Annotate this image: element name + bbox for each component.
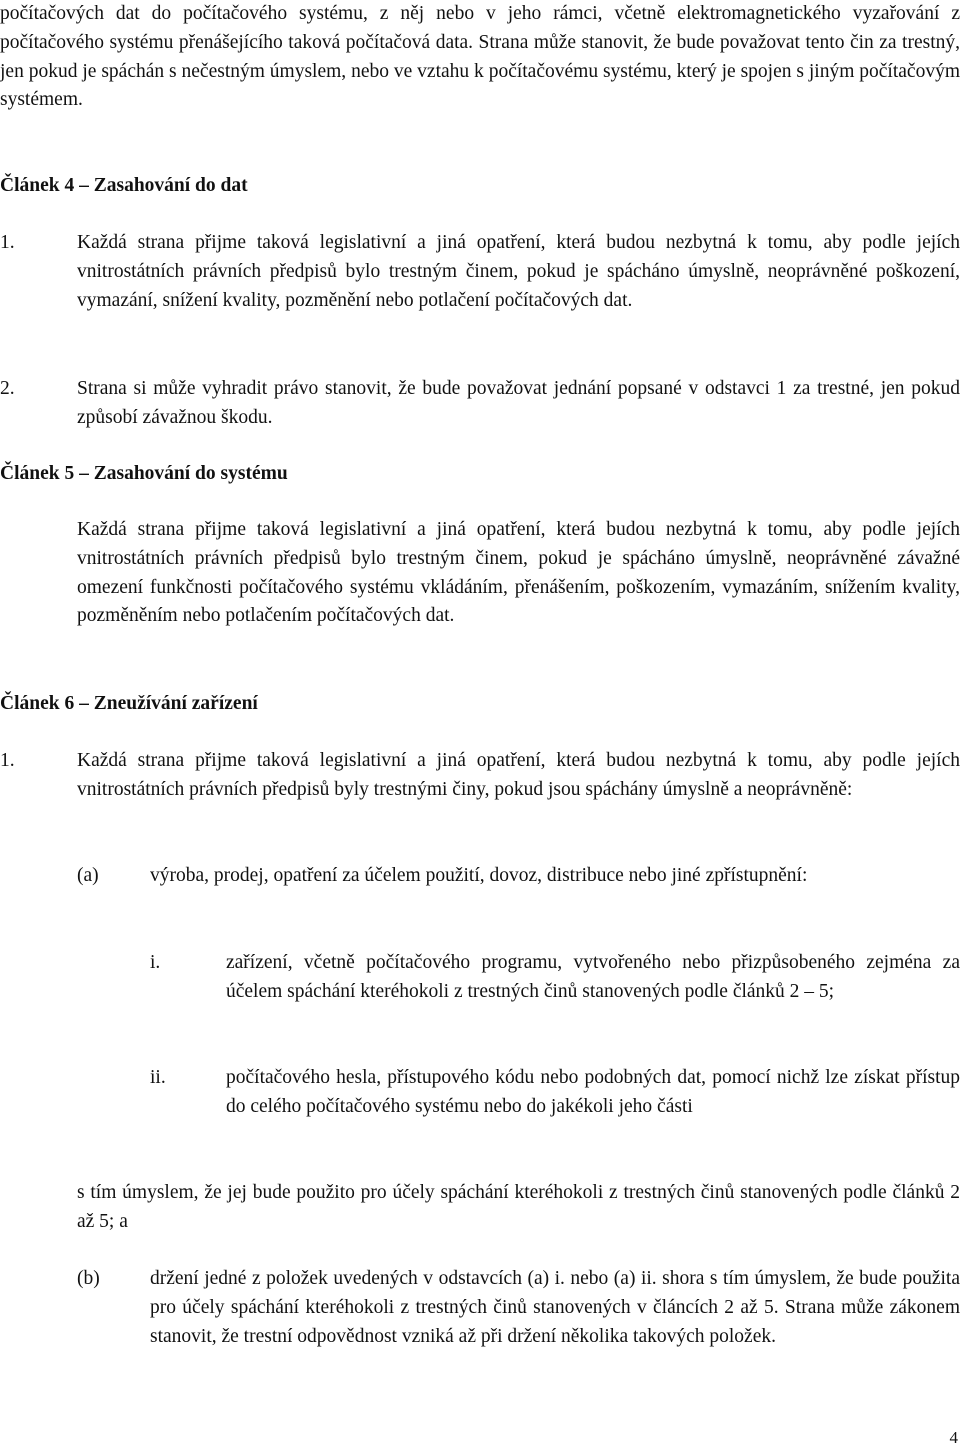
- article-6-heading: Článek 6 – Zneužívání zařízení: [0, 693, 258, 714]
- item-i-label: i.: [150, 952, 161, 973]
- intro-paragraph: počítačových dat do počítačového systému, z něj nebo v jeho rámci, včetně elektromagnetického vyzařování z počítačového systému přenášejícího taková počítačová data. Strana může stanovit, že bude považovat tento čin za trestný, jen pokud je spáchán s nečestným úmyslem, nebo ve vztahu k počítačovému systému, který je spojen s jiným počítačovým systémem.: [0, 3, 960, 111]
- intent-paragraph: s tím úmyslem, že jej bude použito pro účely spáchání kteréhokoli z trestných činů stanovených podle článků 2 až 5; a: [77, 1182, 960, 1232]
- article-4-p2-number: 2.: [0, 378, 15, 399]
- article-4-p1-text: Každá strana přijme taková legislativní a jiná opatření, která budou nezbytná k tomu, aby podle jejích vnitrostátních právních předpisů bylo trestným činem, pokud je spácháno úmyslně, neoprávněné poškození, vymazání, snížení kvality, pozměnění nebo potlačení počítačových dat.: [77, 232, 960, 311]
- article-6-p1-number: 1.: [0, 750, 15, 771]
- page-number: 4: [949, 1428, 958, 1447]
- article-6-p1-text: Každá strana přijme taková legislativní a jiná opatření, která budou nezbytná k tomu, aby podle jejích vnitrostátních právních předpisů byly trestnými činy, pokud jsou spáchány úmyslně a neoprávněně:: [77, 750, 960, 800]
- item-i-text: zařízení, včetně počítačového programu, vytvořeného nebo přizpůsobeného zejména za účelem spáchání kteréhokoli z trestných činů stanovených podle článků 2 – 5;: [226, 952, 960, 1002]
- item-ii-label: ii.: [150, 1067, 166, 1088]
- article-5-text: Každá strana přijme taková legislativní a jiná opatření, která budou nezbytná k tomu, aby podle jejích vnitrostátních právních předpisů bylo trestným činem, pokud je spácháno úmyslně, neoprávněné závažné omezení funkčnosti počítačového systému vkládáním, přenášením, poškozením, vymazáním, snížením kvality, pozměněním nebo potlačením počítačových dat.: [77, 519, 960, 627]
- item-b-label: (b): [77, 1268, 100, 1289]
- item-ii-text: počítačového hesla, přístupového kódu nebo podobných dat, pomocí nichž lze získat přístup do celého počítačového systému nebo do jakékoli jeho části: [226, 1067, 960, 1117]
- article-4-p1-number: 1.: [0, 232, 15, 253]
- article-4-heading: Článek 4 – Zasahování do dat: [0, 175, 248, 196]
- item-a-text: výroba, prodej, opatření za účelem použití, dovoz, distribuce nebo jiné zpřístupnění:: [150, 865, 808, 886]
- item-a-label: (a): [77, 865, 99, 886]
- article-5-heading: Článek 5 – Zasahování do systému: [0, 463, 288, 484]
- article-4-p2-text: Strana si může vyhradit právo stanovit, že bude považovat jednání popsané v odstavci 1 za trestné, jen pokud způsobí závažnou škodu.: [77, 378, 960, 428]
- item-b-text: držení jedné z položek uvedených v odstavcích (a) i. nebo (a) ii. shora s tím úmyslem, že bude použita pro účely spáchání kteréhokoli z trestných činů stanovených v článcích 2 až 5. Strana může zákonem stanovit, že trestní odpovědnost vzniká až při držení několika takových položek.: [150, 1268, 960, 1347]
